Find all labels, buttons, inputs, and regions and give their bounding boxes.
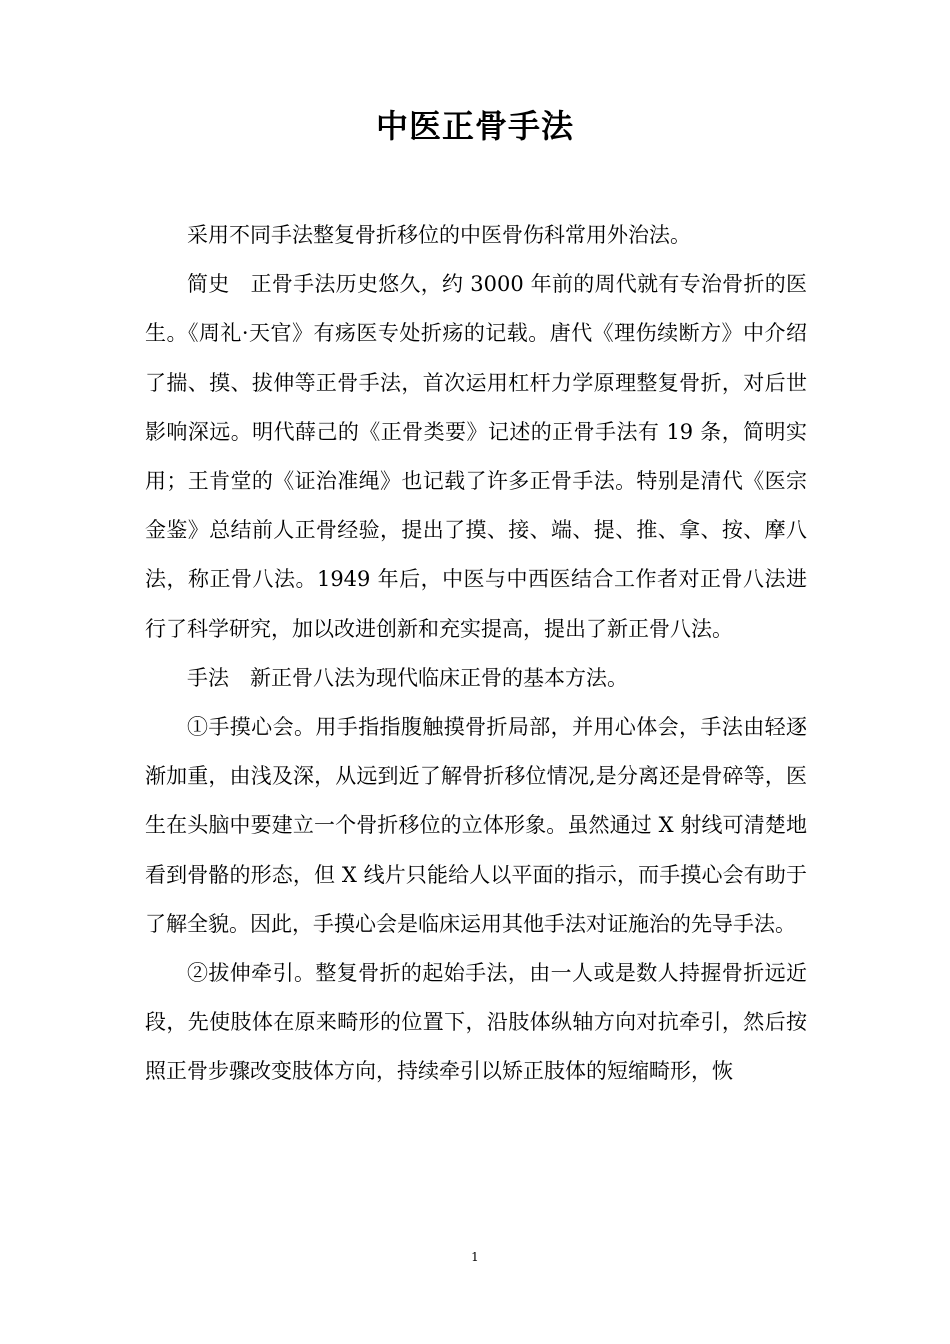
document-body [145, 211, 807, 1097]
paragraph-intro [145, 211, 807, 260]
paragraph-text: 新正骨八法为现代临床正骨的基本方法。 [250, 665, 628, 690]
paragraph-technique-1 [145, 703, 807, 949]
paragraph-text: 采用不同手法整复骨折移位的中医骨伤科常用外治法。 [187, 223, 691, 247]
page-number: 1 [471, 1250, 479, 1264]
paragraph-text: 正骨手法历史悠久，约 3000 年前的周代就有专治骨折的医生。《周礼·天官》有疡医专处折疡的记载。唐代《理伤续断方》中介绍了揣、摸、拔伸等正骨手法，首次运用杠杆力学原理整复骨折，对后世影响深远。明代薛己的《正骨类要》记述的正骨手法有 19 条，简明实用；王肯堂的《证治准绳》也记载了许多正骨手法。特别是清代《医宗金鉴》总结前人正骨经验，提出了摸、接、端、提、推、拿、按、摩八法，称正骨八法。1949 年后，中医与中西医结合工作者对正骨八法进行了科学研究，加以改进创新和充实提高，提出了新正骨八法。 [145, 272, 808, 641]
paragraph-technique-2 [145, 949, 807, 1097]
paragraph-text: ②拔伸牵引。整复骨折的起始手法，由一人或是数人持握骨折远近段，先使肢体在原来畸形的位置下，沿肢体纵轴方向对抗牵引，然后按照正骨步骤改变肢体方向，持续牵引以矫正肢体的短缩畸形，恢 [145, 961, 807, 1084]
paragraph-text: ①手摸心会。用手指指腹触摸骨折局部，并用心体会，手法由轻逐渐加重，由浅及深，从远到近了解骨折移位情况,是分离还是骨碎等，医生在头脑中要建立一个骨折移位的立体形象。虽然通过 X 射线可清楚地看到骨骼的形态，但 X 线片只能给人以平面的指示，而手摸心会有助于了解全貌。因此，手摸心会是临床运用其他手法对证施治的先导手法。 [145, 715, 807, 936]
section-heading-history: 简史 [187, 272, 230, 297]
paragraph-techniques [145, 654, 807, 703]
document-title: 中医正骨手法 [375, 107, 574, 145]
paragraph-history [145, 260, 807, 654]
section-heading-techniques: 手法 [187, 665, 229, 690]
